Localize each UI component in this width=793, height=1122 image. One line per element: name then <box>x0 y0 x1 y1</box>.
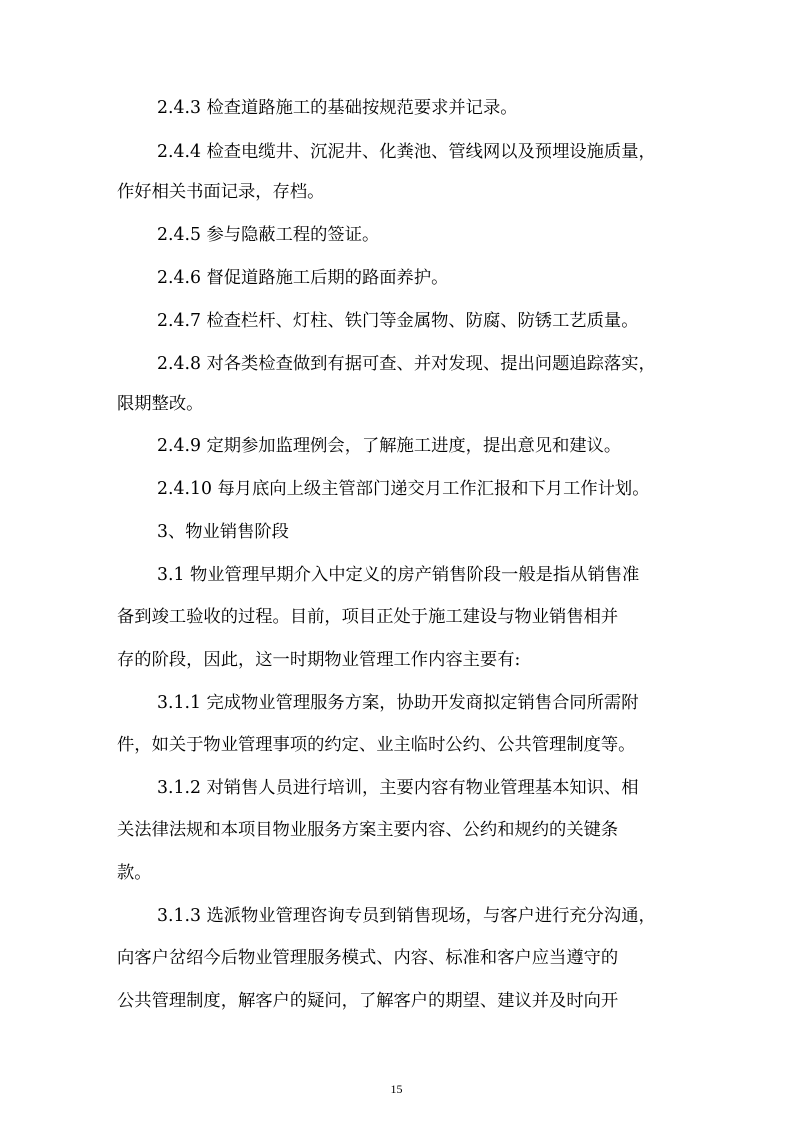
text-line-3-1-3-cont-1: 向客户岔绍今后物业管理服务模式、内容、标准和客户应当遵守的 <box>117 948 619 968</box>
text-line-3-1-3-cont-2: 公共管理制度，解客户的疑问，了解客户的期望、建议并及时向开 <box>117 991 619 1011</box>
text-line-3-1-2-cont-1: 关法律法规和本项目物业服务方案主要内容、公约和规约的关键条 <box>117 820 619 840</box>
text-line-3-1-cont-2: 存的阶段，因此，这一时期物业管理工作内容主要有: <box>117 650 521 670</box>
text-line-3-1-2-cont-2: 款。 <box>117 863 152 883</box>
page-number: 15 <box>390 1082 403 1096</box>
text-line-3-1-1: 3.1.1 完成物业管理服务方案，协助开发商拟定销售合同所需附 <box>157 693 639 713</box>
section-heading-3: 3、物业销售阶段 <box>157 522 289 542</box>
text-line-2-4-7: 2.4.7 检查栏杆、灯柱、铁门等金属物、防腐、防锈工艺质量。 <box>157 311 639 331</box>
text-line-2-4-10: 2.4.10 每月底向上级主管部门递交月工作汇报和下月工作计划。 <box>157 479 650 499</box>
text-line-3-1-cont-1: 备到竣工验收的过程。目前，项目正处于施工建设与物业销售相并 <box>117 607 619 627</box>
text-line-2-4-8: 2.4.8 对各类检查做到有据可查、并对发现、提出问题追踪落实， <box>157 354 656 374</box>
text-line-3-1-2: 3.1.2 对销售人员进行培训，主要内容有物业管理基本知识、相 <box>157 778 639 798</box>
text-line-2-4-6: 2.4.6 督促道路施工后期的路面养护。 <box>157 268 449 288</box>
text-line-2-4-8-cont: 限期整改。 <box>117 394 204 414</box>
text-line-2-4-9: 2.4.9 定期参加监理例会，了解施工进度，提出意见和建议。 <box>157 436 622 456</box>
text-line-3-1-3: 3.1.3 选派物业管理咨询专员到销售现场，与客户进行充分沟通， <box>157 906 656 926</box>
text-line-2-4-3: 2.4.3 检查道路施工的基础按规范要求并记录。 <box>157 98 518 118</box>
text-line-2-4-5: 2.4.5 参与隐蔽工程的签证。 <box>157 225 380 245</box>
text-line-3-1: 3.1 物业管理早期介入中定义的房产销售阶段一般是指从销售准 <box>157 565 640 585</box>
text-line-3-1-1-cont: 件，如关于物业管理事项的约定、业主临时公约、公共管理制度等。 <box>117 735 636 755</box>
text-line-2-4-4: 2.4.4 检查电缆井、沉泥井、化粪池、管线网以及预埋设施质量， <box>157 142 656 162</box>
text-line-2-4-4-cont: 作好相关书面记录，存档。 <box>117 182 325 202</box>
